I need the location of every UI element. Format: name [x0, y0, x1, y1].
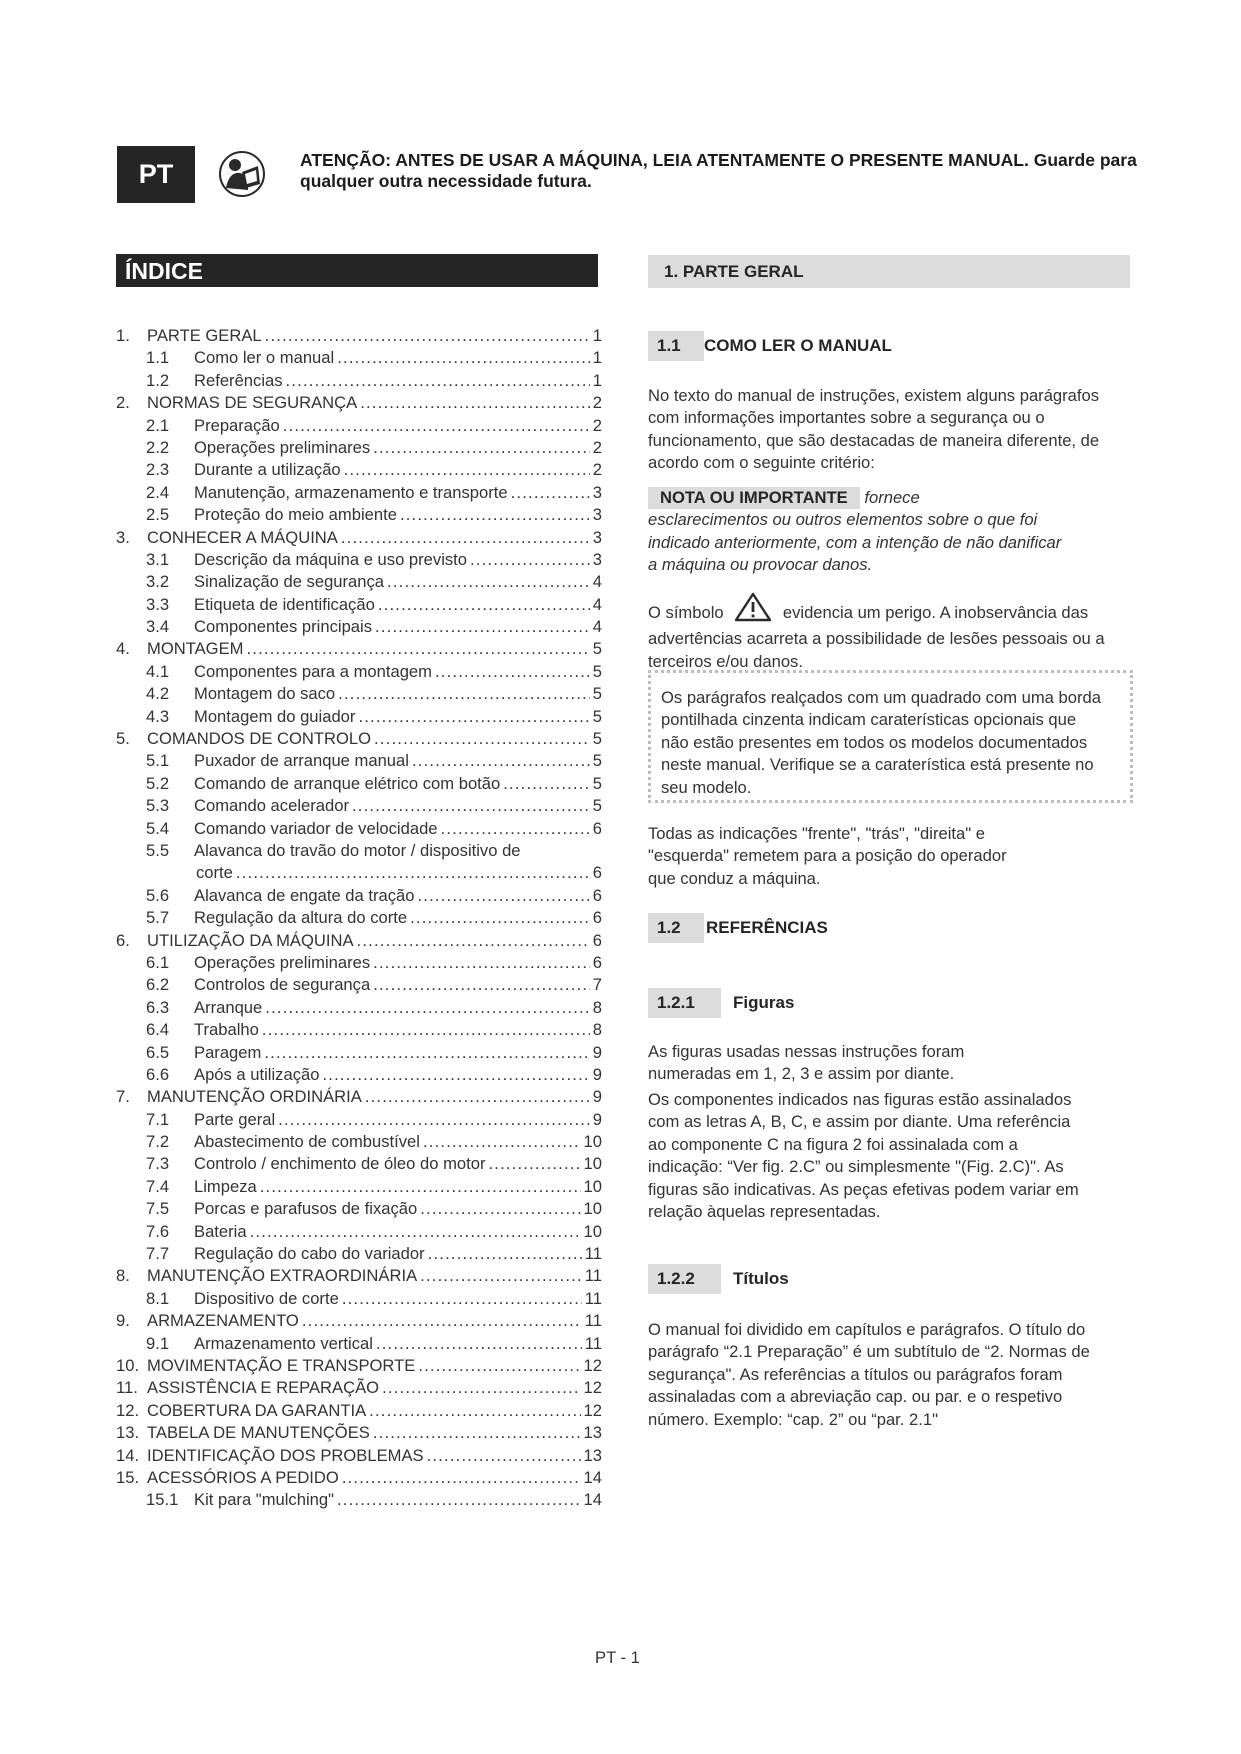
toc-entry [116, 415, 602, 437]
toc-entry [116, 504, 602, 526]
toc-entry-title: Componentes para a montagem [194, 661, 432, 681]
toc-leader-dots [286, 370, 590, 392]
toc-entry-title: Parte geral [194, 1109, 276, 1129]
toc-entry-title: Componentes principais [194, 617, 373, 637]
toc-entry-number: 15.1 [146, 1490, 179, 1510]
toc-entry [116, 459, 602, 481]
toc-entry-number: 4.1 [146, 661, 170, 681]
toc-entry-title: Referências [194, 370, 283, 390]
toc-leader-dots [265, 997, 590, 1019]
toc-entry-page: 12 [583, 1400, 602, 1420]
toc-entry-title: Porcas e parafusos de fixação [194, 1199, 418, 1219]
toc-entry-number: 2.5 [146, 505, 170, 525]
subsection-1-1-heading [648, 331, 892, 361]
toc-entry-number: 13. [116, 1423, 140, 1443]
toc-entry [116, 638, 602, 660]
toc-entry-number: 5.2 [146, 773, 170, 793]
toc-entry [116, 1377, 602, 1399]
toc-entry [116, 773, 602, 795]
toc-entry-page: 14 [583, 1490, 602, 1510]
toc-entry-title: Regulação do cabo do variador [194, 1244, 425, 1264]
toc-leader-dots [374, 728, 590, 750]
symbol-paragraph [648, 592, 1138, 673]
toc-entry-title: Regulação da altura do corte [194, 908, 408, 928]
toc-entry-number: 5.3 [146, 796, 170, 816]
toc-entry-page: 3 [592, 527, 602, 547]
toc-entry [116, 1019, 602, 1041]
toc-leader-dots [423, 1131, 581, 1153]
toc-entry-number: 2.2 [146, 437, 170, 457]
toc-entry [116, 549, 602, 571]
toc-entry-page: 5 [592, 661, 602, 681]
toc-entry-number: 7.6 [146, 1221, 170, 1241]
toc-leader-dots [352, 795, 590, 817]
toc-entry-title: Comando variador de velocidade [194, 818, 438, 838]
toc-leader-dots [369, 1400, 580, 1422]
toc-entry-title: TABELA DE MANUTENÇÕES [147, 1423, 370, 1443]
toc-entry-number: 6.4 [146, 1020, 170, 1040]
toc-entry-title: Manutenção, armazenamento e transporte [194, 482, 508, 502]
toc-leader-dots [435, 661, 590, 683]
toc-entry-number: 5.6 [146, 885, 170, 905]
toc-entry-number: 5.7 [146, 908, 170, 928]
toc-leader-dots [283, 415, 590, 437]
toc-leader-dots [278, 1109, 590, 1131]
toc-leader-dots [418, 1355, 580, 1377]
toc-entry-title: Preparação [194, 415, 280, 435]
toc-entry [116, 818, 602, 840]
toc-leader-dots [358, 706, 589, 728]
toc-leader-dots [322, 1064, 589, 1086]
toc-leader-dots [246, 638, 589, 660]
toc-leader-dots [342, 1467, 581, 1489]
toc-entry [116, 1310, 602, 1332]
toc-entry [116, 1445, 602, 1467]
toc-entry-title: MANUTENÇÃO EXTRAORDINÁRIA [147, 1266, 418, 1286]
toc-leader-dots [376, 1333, 582, 1355]
toc-entry-title: IDENTIFICAÇÃO DOS PROBLEMAS [147, 1445, 424, 1465]
toc-entry-number: 11. [116, 1378, 138, 1398]
toc-leader-dots [412, 750, 590, 772]
subsection-number: 1.2.1 [648, 988, 721, 1018]
toc-leader-dots [337, 347, 590, 369]
toc-entry [116, 728, 602, 750]
toc-entry-number: 2.4 [146, 482, 170, 502]
toc-leader-dots [360, 392, 590, 414]
symbol-text-end: evidencia um perigo. A inobservância das advertências acarreta a possibilidade de lesões pessoais ou a terceiros e/ou danos. [648, 603, 1105, 671]
page-number: PT - 1 [595, 1648, 640, 1667]
toc-entry [116, 1221, 602, 1243]
toc-entry [116, 1131, 602, 1153]
toc-entry [116, 907, 602, 929]
toc-entry-number: 8. [116, 1266, 130, 1286]
subsection-number: 1.2 [648, 913, 704, 943]
toc-entry-number: 4.3 [146, 706, 170, 726]
toc-entry-title: Alavanca de engate da tração [194, 885, 415, 905]
toc-entry-title: CONHECER A MÁQUINA [147, 527, 338, 547]
subsection-title: Títulos [733, 1269, 789, 1288]
toc-entry-number: 7.5 [146, 1199, 170, 1219]
nota-text: esclarecimentos ou outros elementos sobre o que foi indicado anteriormente, com a intenção de não danificar a máquina ou provocar danos. [648, 510, 1062, 575]
toc-entry-number: 1.1 [146, 348, 170, 368]
toc-entry-title: COBERTURA DA GARANTIA [147, 1400, 367, 1420]
toc-entry-page: 9 [592, 1042, 602, 1062]
toc-entry-page: 6 [592, 952, 602, 972]
toc-entry-number: 15. [116, 1467, 140, 1487]
toc-entry-page: 6 [592, 863, 602, 883]
toc-entry [116, 1153, 602, 1175]
toc-entry [116, 997, 602, 1019]
toc-entry-number: 7.7 [146, 1244, 170, 1264]
subsection-1-2-heading [648, 913, 828, 943]
toc-entry [116, 1109, 602, 1131]
toc-entry-title: Armazenamento vertical [194, 1333, 373, 1353]
subsection-title: REFERÊNCIAS [706, 918, 828, 937]
toc-entry [116, 974, 602, 996]
toc-leader-dots [400, 504, 590, 526]
toc-leader-dots [344, 459, 590, 481]
toc-entry-page: 4 [592, 594, 602, 614]
subsection-number: 1.2.2 [648, 1264, 721, 1294]
toc-entry-page: 1 [592, 370, 602, 390]
toc-entry-title: Comando de arranque elétrico com botão [194, 773, 501, 793]
toc-entry-number: 3. [116, 527, 130, 547]
symbol-text-start: O símbolo [648, 603, 724, 622]
toc-leader-dots [387, 571, 590, 593]
toc-entry-number: 5.5 [146, 840, 170, 860]
toc-entry [116, 571, 602, 593]
toc-entry-title: ARMAZENAMENTO [147, 1311, 299, 1331]
toc-entry [116, 930, 602, 952]
toc-entry-title: MANUTENÇÃO ORDINÁRIA [147, 1087, 362, 1107]
toc-leader-dots [264, 1042, 589, 1064]
toc-leader-dots [341, 527, 590, 549]
toc-entry [116, 1400, 602, 1422]
toc-leader-dots [489, 1153, 581, 1175]
toc-entry [116, 616, 602, 638]
intro-paragraph: No texto do manual de instruções, existem alguns parágrafos com informações importantes sobre a segurança ou o funcionamento, que são destacadas de maneira diferente, de acordo com o seguinte critério: [648, 386, 1100, 473]
toc-entry [116, 795, 602, 817]
toc-leader-dots [236, 862, 590, 884]
toc-leader-dots [382, 1377, 580, 1399]
toc-entry-title: Bateria [194, 1221, 247, 1241]
toc-entry-title: corte [196, 863, 233, 883]
toc-entry-page: 6 [592, 908, 602, 928]
toc-entry-number: 7.1 [146, 1109, 170, 1129]
toc-entry [116, 1355, 602, 1377]
toc-leader-dots [337, 1489, 581, 1511]
toc-entry-number: 3.4 [146, 617, 170, 637]
titles-paragraph: O manual foi dividido em capítulos e parágrafos. O título do parágrafo “2.1 Preparação” é um subtítulo de “2. Normas de segurança". As referências a títulos ou parágrafos foram assinaladas com a abreviação cap. ou par. e o respetivo número. Exemplo: “cap. 2” ou “par. 2.1" [648, 1320, 1090, 1429]
language-badge [117, 146, 195, 203]
toc-entry-page: 12 [583, 1378, 602, 1398]
toc-entry [116, 1288, 602, 1310]
toc-entry-page: 6 [592, 818, 602, 838]
toc-entry-title: Após a utilização [194, 1064, 320, 1084]
toc-entry-title: NORMAS DE SEGURANÇA [147, 393, 358, 413]
toc-leader-dots [418, 885, 590, 907]
table-of-contents [116, 325, 602, 1512]
toc-entry-title: PARTE GERAL [147, 326, 262, 345]
toc-entry-page: 6 [592, 930, 602, 950]
toc-entry [116, 370, 602, 392]
toc-entry-title: Operações preliminares [194, 437, 371, 457]
toc-leader-dots [373, 437, 590, 459]
toc-entry-number: 6.3 [146, 997, 170, 1017]
toc-entry [116, 1422, 602, 1444]
optional-feature-text: Os parágrafos realçados com um quadrado com uma borda pontilhada cinzenta indicam caraterísticas opcionais que não estão presentes em todos os modelos documentados neste manual. Verifique se a caraterística está presente no seu modelo. [661, 688, 1101, 797]
toc-entry-title: Dispositivo de corte [194, 1288, 339, 1308]
toc-leader-dots [338, 683, 590, 705]
toc-entry [116, 661, 602, 683]
toc-entry-number: 3.3 [146, 594, 170, 614]
optional-feature-box [648, 670, 1133, 803]
warning-text: ATENÇÃO: ANTES DE USAR A MÁQUINA, LEIA ATENTAMENTE O PRESENTE MANUAL. Guarde para qualquer outra necessidade futura. [300, 150, 1137, 191]
toc-leader-dots [357, 930, 590, 952]
toc-entry-page: 13 [583, 1423, 602, 1443]
toc-entry-page: 11 [584, 1311, 602, 1331]
toc-leader-dots [420, 1198, 580, 1220]
toc-entry [116, 683, 602, 705]
subsection-1-2-2-heading [648, 1264, 789, 1294]
toc-entry-title: COMANDOS DE CONTROLO [147, 729, 372, 749]
figures-paragraph-1: As figuras usadas nessas instruções foram numeradas em 1, 2, 3 e assim por diante. [648, 1042, 965, 1084]
toc-entry-page: 8 [592, 997, 602, 1017]
toc-entry-title: Controlo / enchimento de óleo do motor [194, 1154, 486, 1174]
toc-entry-number: 7.2 [146, 1132, 170, 1152]
toc-leader-dots [420, 1265, 582, 1287]
toc-entry [116, 1243, 602, 1265]
toc-entry-number: 5.1 [146, 751, 170, 771]
toc-entry-page: 11 [584, 1288, 602, 1308]
toc-leader-dots [375, 616, 590, 638]
index-title: ÍNDICE [116, 254, 598, 287]
figures-paragraph-2: Os componentes indicados nas figuras estão assinalados com as letras A, B, C, e assim por diante. Uma referência ao componente C na figura 2 foi assinalada com a indicação: “Ver fig. 2.C” ou simplesmente "(Fig. 2.C)". As figuras são indicativas. As peças efetivas podem variar em relação àquelas representadas. [648, 1090, 1079, 1222]
toc-entry-title: UTILIZAÇÃO DA MÁQUINA [147, 930, 354, 950]
toc-entry-page: 10 [583, 1132, 602, 1152]
toc-entry [116, 862, 602, 884]
toc-entry-page: 3 [592, 505, 602, 525]
toc-entry [116, 1042, 602, 1064]
toc-leader-dots [373, 974, 590, 996]
toc-entry-page: 5 [592, 773, 602, 793]
toc-leader-dots [503, 773, 590, 795]
toc-leader-dots [470, 549, 590, 571]
toc-entry [116, 527, 602, 549]
toc-entry-page: 9 [592, 1064, 602, 1084]
toc-leader-dots [511, 482, 590, 504]
toc-entry-page: 1 [592, 348, 602, 368]
toc-entry [116, 392, 602, 414]
toc-entry-page: 13 [583, 1445, 602, 1465]
toc-entry-number: 5.4 [146, 818, 170, 838]
read-manual-icon [218, 150, 266, 198]
toc-entry-page: 5 [592, 639, 602, 659]
toc-entry-page: 3 [592, 549, 602, 569]
toc-entry [116, 885, 602, 907]
toc-entry [116, 325, 602, 347]
toc-entry-page: 10 [583, 1154, 602, 1174]
toc-entry-title: MONTAGEM [147, 639, 244, 659]
toc-entry-number: 4.2 [146, 684, 170, 704]
toc-entry [116, 1467, 602, 1489]
section-title: 1. PARTE GERAL [648, 255, 1130, 288]
toc-entry-page: 2 [592, 460, 602, 480]
toc-entry-title: Paragem [194, 1042, 262, 1062]
toc-entry-number: 8.1 [146, 1288, 170, 1308]
toc-entry-title: Limpeza [194, 1176, 257, 1196]
toc-entry [116, 1176, 602, 1198]
toc-entry [116, 594, 602, 616]
toc-entry-number: 5. [116, 729, 130, 749]
toc-entry-number: 3.1 [146, 549, 170, 569]
toc-entry-title: Puxador de arranque manual [194, 751, 409, 771]
toc-entry-page: 10 [583, 1199, 602, 1219]
toc-entry-number: 7. [116, 1087, 130, 1107]
subsection-title: COMO LER O MANUAL [704, 336, 892, 355]
toc-entry-number: 6.5 [146, 1042, 170, 1062]
toc-entry-title: Kit para "mulching" [194, 1490, 334, 1510]
nota-paragraph [648, 487, 1068, 577]
toc-entry-number: 7.3 [146, 1154, 170, 1174]
toc-entry-page: 2 [592, 393, 602, 413]
toc-entry [116, 1333, 602, 1355]
subsection-title: Figuras [733, 993, 795, 1012]
toc-entry-title: Arranque [194, 997, 263, 1017]
toc-entry [116, 347, 602, 369]
nota-label: NOTA OU IMPORTANTE [648, 487, 860, 509]
warning-triangle-icon [734, 592, 772, 628]
toc-entry [116, 706, 602, 728]
direction-paragraph: Todas as indicações "frente", "trás", "direita" e "esquerda" remetem para a posição do operador que conduz a máquina. [648, 824, 1007, 888]
toc-entry-title: Como ler o manual [194, 348, 335, 368]
toc-entry-page: 8 [592, 1020, 602, 1040]
toc-entry-number: 6. [116, 930, 130, 950]
toc-entry-title: Montagem do guiador [194, 706, 356, 726]
toc-entry-title: Sinalização de segurança [194, 572, 385, 592]
toc-entry-page: 14 [583, 1467, 602, 1487]
toc-entry-page: 2 [592, 415, 602, 435]
toc-entry-page: 5 [592, 796, 602, 816]
toc-leader-dots [427, 1445, 581, 1467]
toc-leader-dots [373, 1422, 581, 1444]
toc-entry-page: 4 [592, 572, 602, 592]
toc-entry [116, 1265, 602, 1287]
toc-entry-page: 7 [592, 975, 602, 995]
toc-entry-number: 1.2 [146, 370, 170, 390]
toc-entry-number: 6.1 [146, 952, 170, 972]
toc-entry-number: 12. [116, 1400, 140, 1420]
toc-entry [116, 1064, 602, 1086]
toc-entry-page: 9 [592, 1087, 602, 1107]
toc-entry-title: Abastecimento de combustível [194, 1132, 420, 1152]
toc-leader-dots [441, 818, 590, 840]
toc-entry-title: ACESSÓRIOS A PEDIDO [147, 1467, 339, 1487]
toc-entry-title: Proteção do meio ambiente [194, 505, 397, 525]
toc-entry-number: 2.3 [146, 460, 170, 480]
toc-entry-title: Montagem do saco [194, 684, 336, 704]
toc-entry-title: ASSISTÊNCIA E REPARAÇÃO [147, 1378, 380, 1398]
nota-text-start: fornece [859, 488, 920, 507]
toc-entry-page: 5 [592, 684, 602, 704]
toc-leader-dots [410, 907, 590, 929]
toc-entry [116, 482, 602, 504]
toc-entry [116, 840, 602, 862]
subsection-1-2-1-heading [648, 988, 794, 1018]
toc-leader-dots [250, 1221, 581, 1243]
toc-leader-dots [342, 1288, 582, 1310]
toc-entry-page: 1 [592, 326, 602, 345]
toc-entry-title: Comando acelerador [194, 796, 349, 816]
toc-entry-title: Descrição da máquina e uso previsto [194, 549, 468, 569]
toc-entry-title: Operações preliminares [194, 952, 371, 972]
toc-leader-dots [262, 1019, 590, 1041]
toc-entry [116, 750, 602, 772]
toc-entry-page: 5 [592, 706, 602, 726]
toc-entry-page: 11 [584, 1333, 602, 1353]
toc-leader-dots [260, 1176, 581, 1198]
toc-entry-page: 2 [592, 437, 602, 457]
toc-entry-number: 9.1 [146, 1333, 170, 1353]
toc-leader-dots [302, 1310, 582, 1332]
toc-entry [116, 1489, 602, 1511]
toc-entry-page: 11 [584, 1266, 602, 1286]
toc-entry-page: 11 [584, 1244, 602, 1264]
toc-entry-page: 5 [592, 729, 602, 749]
toc-entry-number: 14. [116, 1445, 140, 1465]
toc-entry-title: Controlos de segurança [194, 975, 371, 995]
toc-entry-page: 10 [583, 1176, 602, 1196]
toc-entry-page: 3 [592, 482, 602, 502]
toc-leader-dots [428, 1243, 582, 1265]
toc-entry-number: 4. [116, 639, 130, 659]
toc-entry [116, 1086, 602, 1108]
toc-entry-number: 1. [116, 326, 130, 345]
toc-entry-number: 3.2 [146, 572, 170, 592]
toc-entry-page: 4 [592, 617, 602, 637]
subsection-number: 1.1 [648, 331, 704, 361]
toc-entry-number: 2. [116, 393, 130, 413]
toc-entry-title: MOVIMENTAÇÃO E TRANSPORTE [147, 1355, 416, 1375]
toc-entry-page: 10 [583, 1221, 602, 1241]
toc-leader-dots [378, 594, 590, 616]
toc-leader-dots [373, 952, 590, 974]
toc-entry-number: 7.4 [146, 1176, 170, 1196]
toc-entry-number: 6.6 [146, 1064, 170, 1084]
toc-entry [116, 952, 602, 974]
toc-entry-number: 10. [116, 1355, 140, 1375]
toc-entry-title: Alavanca do travão do motor / dispositivo de [194, 840, 521, 860]
language-code: PT [138, 159, 174, 189]
toc-entry-title: Durante a utilização [194, 460, 341, 480]
toc-entry-number: 2.1 [146, 415, 170, 435]
toc-entry-page: 5 [592, 751, 602, 771]
toc-entry-title: Etiqueta de identificação [194, 594, 375, 614]
toc-entry-title: Trabalho [194, 1020, 259, 1040]
toc-entry-number: 9. [116, 1311, 130, 1331]
toc-entry-page: 9 [592, 1109, 602, 1129]
toc-entry-number: 6.2 [146, 975, 170, 995]
toc-entry-page: 12 [583, 1355, 602, 1375]
toc-leader-dots [365, 1086, 590, 1108]
toc-entry-page: 6 [592, 885, 602, 905]
toc-leader-dots [265, 325, 590, 347]
toc-entry [116, 437, 602, 459]
toc-entry [116, 1198, 602, 1220]
